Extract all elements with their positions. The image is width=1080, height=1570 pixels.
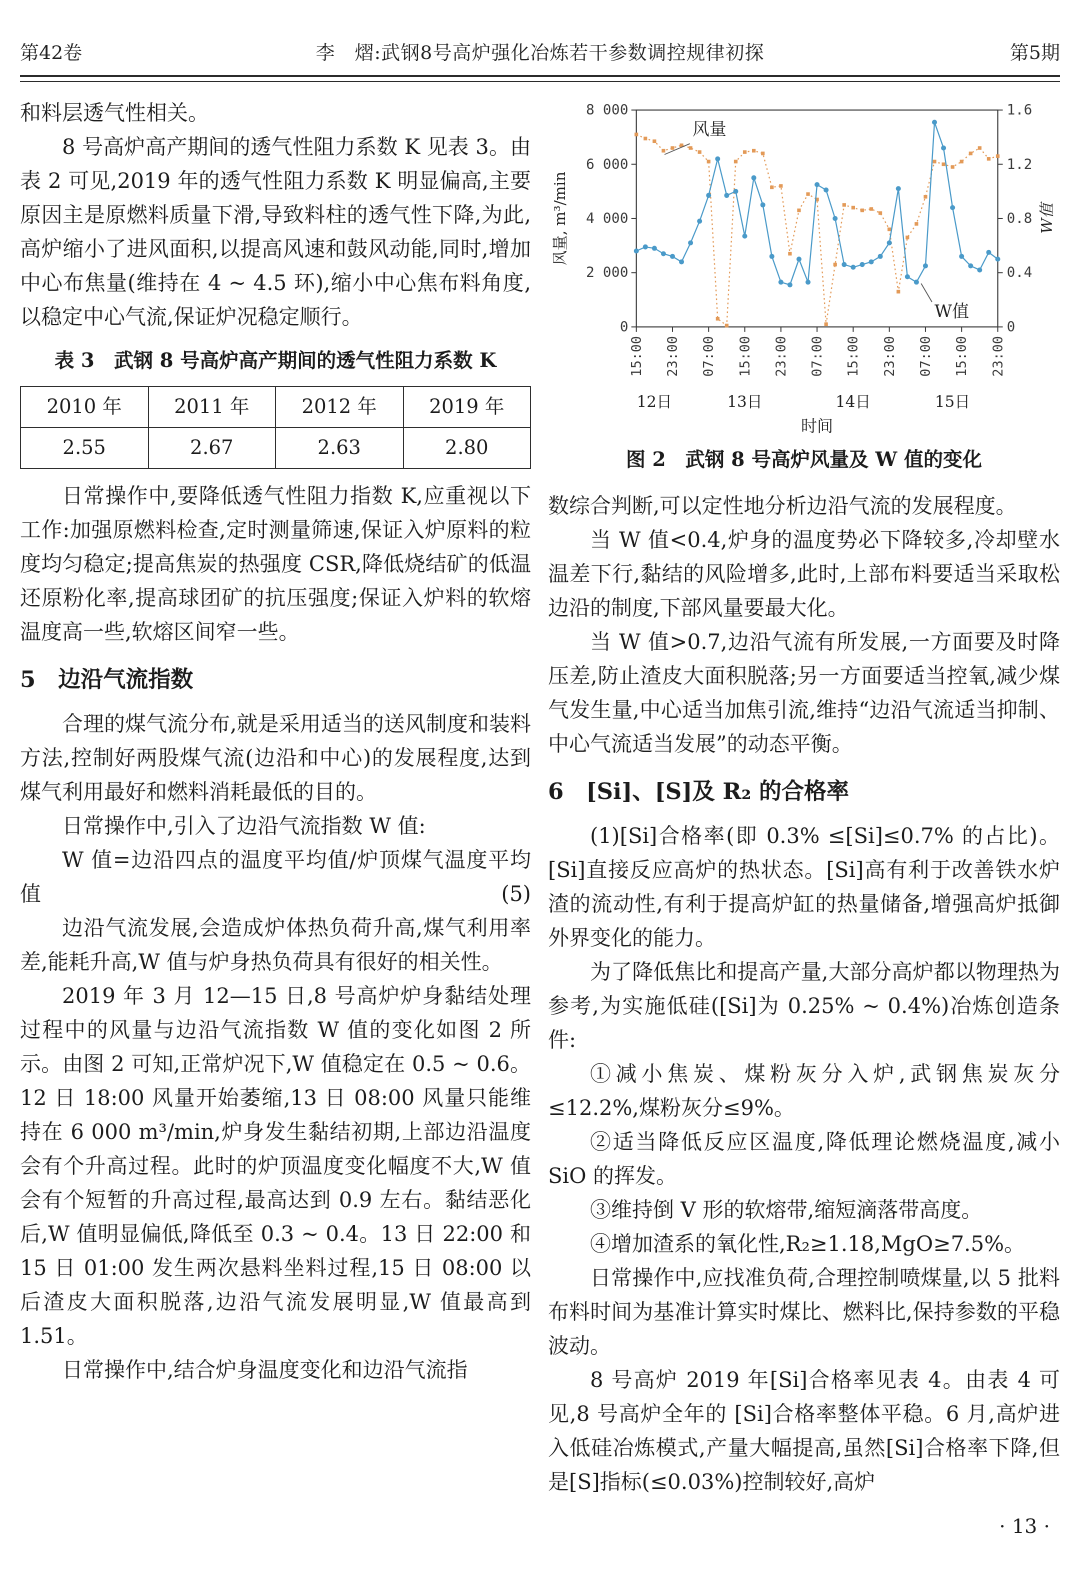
svg-text:07:00: 07:00 (917, 335, 934, 377)
two-column-body (20, 96, 1060, 1543)
paragraph: 和料层透气性相关。 (20, 101, 209, 125)
paragraph: 当 W 值>0.7,边沿气流有所发展,一方面要及时降压差,防止渣皮大面积脱落;另一方面要适当控氧,减少煤气发生量,中心适当加焦引流,维持“边沿气流适当抑制、中心气流适当发展”的动态平衡。 (548, 630, 1060, 757)
svg-text:6 000: 6 000 (586, 156, 629, 173)
list-item: ②适当降低反应区温度,降低理论燃烧温度,减小 SiO 的挥发。 (548, 1130, 1060, 1189)
table-header-cell: 2011 年 (148, 387, 276, 428)
paragraph: 当 W 值<0.4,炉身的温度势必下降较多,冷却壁水温差下行,黏结的风险增多,此时,上部布料要适当采取松边沿的制度,下部风量要最大化。 (548, 528, 1060, 621)
table-row (21, 428, 531, 469)
figure2 (548, 96, 1060, 437)
svg-text:15日: 15日 (934, 393, 971, 412)
table-header-cell: 2019 年 (403, 387, 531, 428)
section-5-heading (20, 663, 531, 697)
paragraph: 日常操作中,应找准负荷,合理控制喷煤量,以 5 批料布料时间为基准计算实时煤比、燃料比,保持参数的平稳波动。 (548, 1266, 1060, 1359)
table-value-cell: 2.67 (148, 428, 276, 469)
svg-text:1.6: 1.6 (1006, 102, 1033, 119)
figure2-caption: 图 2 武钢 8 号高炉风量及 W 值的变化 (626, 448, 982, 472)
paragraph: 2019 年 3 月 12—15 日,8 号高炉炉身黏结处理过程中的风量与边沿气流指数 W 值的变化如图 2 所示。由图 2 可知,正常炉况下,W 值稳定在 0.5 ~ 0.6。12 日 18:00 风量开始萎缩,13 日 08:00 风量只能维持在 6 000 m³/min,炉身发生黏结初期,上部边沿温度会有个升高过程。此时的炉顶温度变化幅度不大,W 值会有个短暂的升高过程,最高达到 0.9 左右。黏结恶化后,W 值明显偏低,降低至 0.3 ~ 0.4。13 日 22:00 和 15 日 01:00 发生两次悬料坐料过程,15 日 08:00 以后渣皮大面积脱落,边沿气流发展明显,W 值最高到 1.51。 (20, 984, 531, 1348)
svg-text:风量, m³/min: 风量, m³/min (551, 171, 570, 266)
table-value-cell: 2.80 (403, 428, 531, 469)
table-value-cell: 2.63 (276, 428, 404, 469)
svg-text:13日: 13日 (727, 393, 763, 412)
equation-5 (20, 843, 531, 911)
paragraph: 日常操作中,引入了边沿气流指数 W 值: (62, 814, 426, 838)
paragraph: 边沿气流发展,会造成炉体热负荷升高,煤气利用率差,能耗升高,W 值与炉身热负荷具有很好的相关性。 (20, 916, 531, 974)
svg-text:0.4: 0.4 (1006, 265, 1033, 282)
svg-text:1.2: 1.2 (1006, 156, 1033, 173)
svg-text:风量: 风量 (692, 119, 727, 140)
section-6-heading (548, 775, 1060, 809)
section-title: [Si]、[S]及 R₂ 的合格率 (586, 779, 850, 806)
svg-text:4 000: 4 000 (586, 210, 629, 227)
figure-chart (548, 96, 1060, 437)
svg-text:15:00: 15:00 (737, 335, 754, 377)
section-number: 6 (548, 779, 564, 806)
svg-text:23:00: 23:00 (665, 335, 682, 377)
paragraph: 数综合判断,可以定性地分析边沿气流的发展程度。 (548, 494, 1017, 519)
table-header-cell: 2012 年 (276, 387, 404, 428)
svg-text:15:00: 15:00 (845, 335, 862, 377)
header-double-rule (20, 75, 1060, 82)
equation-body: W 值=边沿四点的温度平均值/炉顶煤气温度平均值 (20, 848, 531, 906)
paragraph: 日常操作中,结合炉身温度变化和边沿气流指 (62, 1358, 468, 1382)
volume-label: 第42卷 (20, 42, 83, 64)
equation-number: (5) (501, 882, 531, 906)
svg-text:2 000: 2 000 (586, 265, 629, 282)
table3 (20, 386, 531, 469)
svg-text:W值: W值 (1037, 203, 1056, 234)
svg-text:23:00: 23:00 (881, 335, 898, 377)
table-value-cell: 2.55 (21, 428, 149, 469)
paragraph: 8 号高炉 2019 年[Si]合格率见表 4。由表 4 可见,8 号高炉全年的 [Si]合格率整体平稳。6 月,高炉进入低硅冶炼模式,产量大幅提高,虽然[Si]合格率下降,但是[S]指标(≤0.03%)控制较好,高炉 (548, 1368, 1060, 1495)
paragraph: (1)[Si]合格率(即 0.3% ≤[Si]≤0.7% 的占比)。[Si]直接反应高炉的热状态。[Si]高有利于改善铁水炉渣的流动性,有利于提高炉缸的热量储备,增强高炉抵御外界变化的能力。 (548, 824, 1060, 951)
svg-text:12日: 12日 (636, 393, 673, 412)
list-item: ①减小焦炭、煤粉灰分入炉,武钢焦炭灰分≤12.2%,煤粉灰分≤9%。 (548, 1062, 1060, 1121)
page-number: · 13 · (999, 1514, 1050, 1539)
svg-text:07:00: 07:00 (809, 335, 826, 377)
section-title: 边沿气流指数 (58, 667, 194, 693)
svg-text:8 000: 8 000 (586, 102, 629, 119)
svg-text:0: 0 (619, 319, 629, 336)
svg-text:23:00: 23:00 (990, 335, 1007, 377)
svg-text:14日: 14日 (835, 393, 871, 412)
list-item: ④增加渣系的氧化性,R₂≥1.18,MgO≥7.5%。 (590, 1232, 1026, 1257)
svg-text:0.8: 0.8 (1006, 210, 1033, 227)
right-column (548, 96, 1060, 1543)
issue-label: 第5期 (1009, 42, 1060, 64)
running-head (20, 38, 1060, 65)
svg-text:W值: W值 (934, 302, 970, 323)
section-number: 5 (20, 667, 36, 693)
paragraph: 合理的煤气流分布,就是采用适当的送风制度和装料方法,控制好两股煤气流(边沿和中心)的发展程度,达到煤气利用最好和燃料消耗最低的目的。 (20, 712, 531, 804)
svg-text:07:00: 07:00 (701, 335, 718, 377)
left-column (20, 96, 531, 1543)
list-item: ③维持倒 V 形的软熔带,缩短滴落带高度。 (590, 1198, 983, 1223)
svg-text:15:00: 15:00 (954, 335, 971, 377)
svg-text:时间: 时间 (801, 416, 834, 436)
svg-text:15:00: 15:00 (628, 335, 645, 377)
svg-text:23:00: 23:00 (773, 335, 790, 377)
paragraph: 8 号高炉高产期间的透气性阻力系数 K 见表 3。由表 2 可见,2019 年的透气性阻力系数 K 明显偏高,主要原因主是原燃料质量下滑,导致料柱的透气性下降,为此,高炉缩小了进风面积,以提高风速和鼓风动能,同时,增加中心布焦量(维持在 4 ~ 4.5 环),缩小中心焦布料角度,以稳定中心气流,保证炉况稳定顺行。 (20, 135, 531, 329)
table3-caption: 表 3 武钢 8 号高炉高产期间的透气性阻力系数 K (54, 349, 497, 372)
table-row (21, 387, 531, 428)
svg-text:0: 0 (1006, 319, 1016, 336)
paragraph: 日常操作中,要降低透气性阻力指数 K,应重视以下工作:加强原燃料检查,定时测量筛速,保证入炉原料的粒度均匀稳定;提高焦炭的热强度 CSR,降低烧结矿的低温还原粉化率,提高球团矿的抗压强度;保证入炉料的软熔温度高一些,软熔区间窄一些。 (20, 484, 531, 644)
table-header-cell: 2010 年 (21, 387, 149, 428)
paragraph: 为了降低焦比和提高产量,大部分高炉都以物理热为参考,为实施低硅([Si]为 0.25% ~ 0.4%)冶炼创造条件: (548, 960, 1060, 1053)
running-title: 李 熠:武钢8号高炉强化冶炼若干参数调控规律初探 (315, 42, 765, 64)
